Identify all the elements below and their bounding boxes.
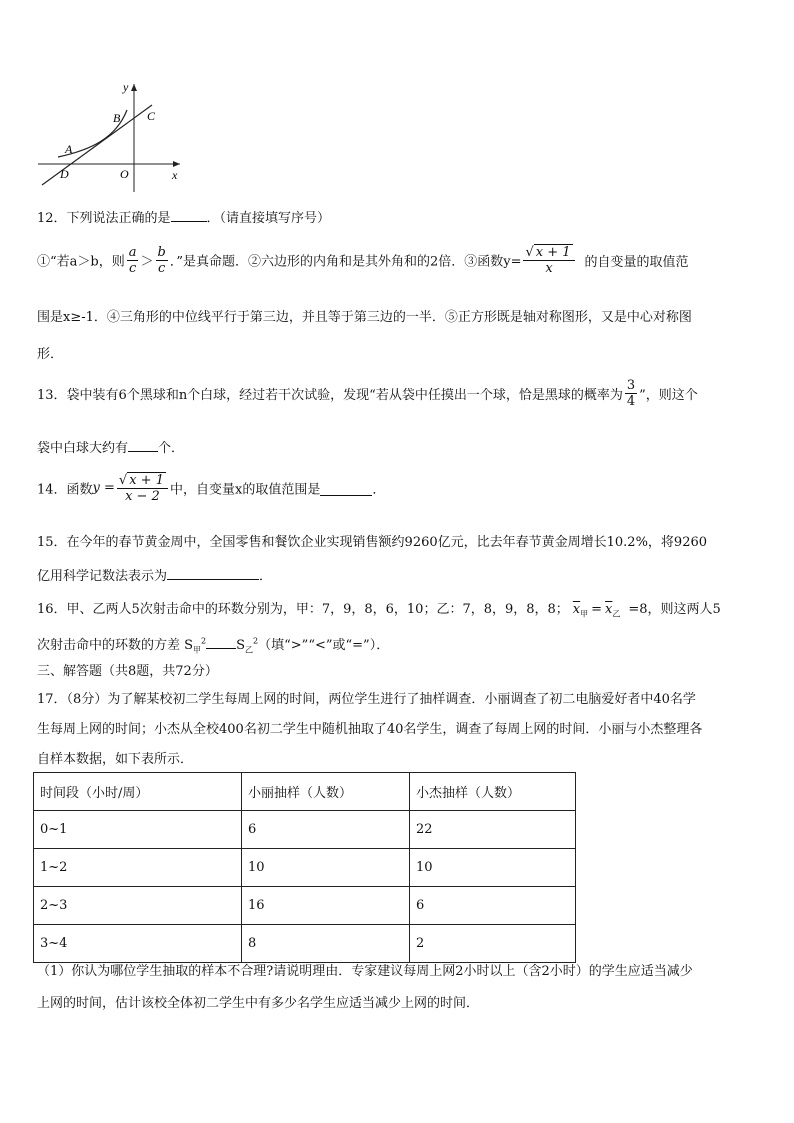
fraction-denominator: x − 2 bbox=[125, 489, 160, 504]
s-sub-jia: 甲 bbox=[193, 645, 202, 655]
q14-end: ． bbox=[372, 482, 386, 498]
q17-sub1-line1: （1）你认为哪位学生抽取的样本不合理?请说明理由．专家建议每周上网2小时以上（含2小时）的学生应适当减少 bbox=[37, 964, 693, 979]
q12-line2 bbox=[37, 244, 689, 276]
greater-than-sign: ＞ bbox=[140, 254, 154, 270]
table-row bbox=[34, 811, 576, 849]
table-header: 小杰抽样（人数） bbox=[410, 773, 576, 811]
s-jia-squared: 2 bbox=[201, 636, 207, 646]
q16-line1 bbox=[37, 598, 721, 620]
table-cell: 22 bbox=[410, 811, 576, 849]
probability-fraction bbox=[625, 378, 637, 409]
q16-text-end: =8，则这两人5 bbox=[628, 602, 721, 617]
q17-sub1-line2: 上网的时间，估计该校全体初二学生中有多少名学生应适当减少上网的时间． bbox=[37, 996, 480, 1011]
q17-line3: 自样本数据，如下表所示． bbox=[37, 752, 194, 767]
fraction-denominator: 4 bbox=[626, 394, 636, 409]
sub-jia: 甲 bbox=[580, 609, 589, 619]
table-cell: 6 bbox=[242, 811, 410, 849]
q14-suffix: 中，自变量x的取值范围是 bbox=[169, 482, 321, 498]
q17-line1: 17．（8分）为了解某校初二学生每周上网的时间，两位学生进行了抽样调查．小丽调查了初二电脑爱好者中40名学 bbox=[37, 692, 696, 707]
fraction-numerator: √ x + 1 bbox=[523, 244, 574, 261]
table-cell: 8 bbox=[242, 925, 410, 963]
q14-fraction bbox=[117, 472, 168, 504]
fraction-a-over-c bbox=[127, 245, 139, 276]
q16-text: 16．甲、乙两人5次射击命中的环数分别为，甲：7，9，8，6，10；乙：7，8，9，8，8； bbox=[37, 602, 569, 617]
table-cell: 16 bbox=[242, 887, 410, 925]
sample-data-table bbox=[33, 772, 576, 963]
sqrt-content: x + 1 bbox=[129, 473, 164, 488]
label-b: B bbox=[113, 111, 121, 125]
label-c: C bbox=[147, 109, 156, 123]
q13-line1 bbox=[37, 378, 698, 409]
x-bar-jia: $\overline{x}$ bbox=[572, 602, 581, 617]
q14-line bbox=[37, 472, 385, 504]
q15-answer-blank bbox=[167, 565, 259, 580]
table-header: 时间段（小时/周） bbox=[34, 773, 242, 811]
q13-line2-prefix: 袋中白球大约有 bbox=[37, 441, 129, 456]
s-yi: S bbox=[236, 638, 246, 653]
s-yi-squared: 2 bbox=[253, 636, 259, 646]
table-cell: 2 bbox=[410, 925, 576, 963]
table-header: 小丽抽样（人数） bbox=[242, 773, 410, 811]
q12-suffix: ．（请直接填写序号） bbox=[206, 211, 331, 226]
q16-answer-blank bbox=[206, 634, 236, 649]
q12-line4: 形． bbox=[37, 347, 64, 362]
q14-prefix: 14．函数 bbox=[37, 482, 93, 498]
label-o: O bbox=[120, 167, 129, 181]
sub-yi: 乙 bbox=[612, 609, 621, 619]
table-cell: 3~4 bbox=[34, 925, 242, 963]
x-bar-yi: $\overline{x}$ bbox=[605, 602, 613, 617]
table-cell: 6 bbox=[410, 887, 576, 925]
function-fraction bbox=[523, 244, 574, 276]
label-x: x bbox=[172, 168, 178, 182]
x-axis-arrow bbox=[173, 161, 180, 167]
fraction-b-over-c bbox=[156, 245, 168, 276]
line-dc bbox=[42, 105, 152, 185]
fraction-numerator: b bbox=[157, 244, 166, 260]
table-cell: 1~2 bbox=[34, 849, 242, 887]
y-axis-arrow bbox=[131, 84, 137, 91]
fraction-denominator: c bbox=[158, 260, 166, 276]
q13-text: 13．袋中装有6个黑球和n个白球，经过若干次试验，发现“若从袋中任摸出一个球，恰是黑球的概率为 bbox=[37, 388, 623, 403]
label-y: y bbox=[123, 80, 129, 94]
table-row bbox=[34, 887, 576, 925]
section-3-heading: 三、解答题（共8题，共72分） bbox=[37, 664, 218, 679]
q13-line2-suffix: 个． bbox=[158, 441, 185, 456]
table-cell: 2~3 bbox=[34, 887, 242, 925]
q17-line2: 生每周上网的时间；小杰从全校400名初二学生中随机抽取了40名学生，调查了每周上网的时间．小丽与小杰整理各 bbox=[37, 722, 703, 737]
q16-line2 bbox=[37, 634, 389, 656]
function-graph bbox=[36, 80, 186, 195]
q12-prefix: 12．下列说法正确的是 bbox=[37, 211, 171, 226]
fraction-numerator: √ x + 1 bbox=[117, 472, 168, 489]
q12-answer-blank bbox=[171, 207, 207, 222]
table-cell: 10 bbox=[242, 849, 410, 887]
fraction-denominator: x bbox=[545, 261, 553, 276]
q15-end: ． bbox=[259, 569, 273, 584]
q12-line1 bbox=[37, 207, 330, 226]
q14-answer-blank bbox=[320, 481, 372, 496]
table-cell: 0~1 bbox=[34, 811, 242, 849]
q14-y-equals: y = bbox=[92, 480, 115, 496]
table-cell: 10 bbox=[410, 849, 576, 887]
q12-line3: 围是x≥-1．④三角形的中位线平行于第三边，并且等于第三边的一半．⑤正方形既是轴对称图形，又是中心对称图 bbox=[37, 310, 692, 325]
table-header-row bbox=[34, 773, 576, 811]
q15-line2 bbox=[37, 565, 272, 584]
s-sub-yi: 乙 bbox=[245, 645, 254, 655]
table-row bbox=[34, 849, 576, 887]
fraction-numerator: 3 bbox=[626, 378, 636, 393]
q12-statement-1: ①“若a＞b，则 bbox=[37, 254, 125, 270]
fraction-denominator: c bbox=[128, 260, 137, 276]
q15-line2-text: 亿用科学记数法表示为 bbox=[37, 569, 168, 584]
q16-line2-suffix: （填“>”“<”或“=”）． bbox=[258, 638, 390, 653]
q13-line2 bbox=[37, 437, 184, 456]
equals-sign: = bbox=[591, 602, 603, 617]
sqrt-content: x + 1 bbox=[535, 245, 571, 260]
label-d: D bbox=[60, 167, 69, 181]
q12-statement-3: 的自变量的取值范 bbox=[584, 254, 689, 270]
q13-answer-blank bbox=[128, 437, 158, 452]
q15-line1: 15．在今年的春节黄金周中，全国零售和餐饮企业实现销售额约9260亿元，比去年春节黄金周增长10.2%，将9260 bbox=[37, 535, 708, 550]
q12-statement-2: ．”是真命题．②六边形的内角和是其外角和的2倍．③函数y= bbox=[169, 254, 522, 270]
label-a: A bbox=[65, 142, 73, 156]
fraction-numerator: a bbox=[128, 244, 137, 260]
q16-line2-prefix: 次射击命中的环数的方差 S bbox=[37, 638, 194, 653]
table-row bbox=[34, 925, 576, 963]
q13-text-end: ”，则这个 bbox=[639, 388, 698, 403]
